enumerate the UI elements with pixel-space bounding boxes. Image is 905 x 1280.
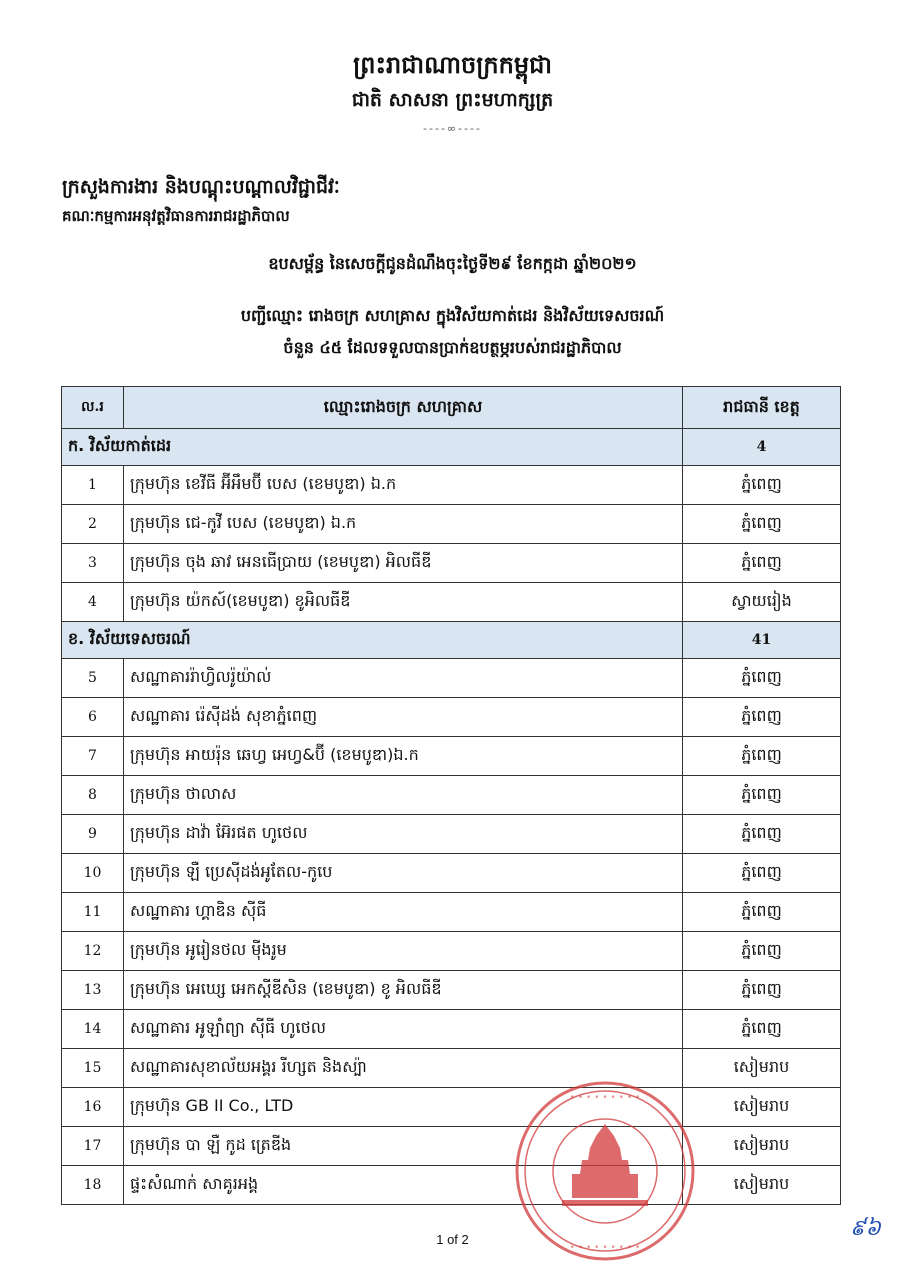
- table-header-row: [62, 387, 841, 429]
- enterprise-name: ក្រុមហ៊ុន យ៉កស៍(ខេមបូឌា) ខូអិលធីឌី: [124, 583, 683, 622]
- committee-name: គណៈកម្មការអនុវត្តវិធានការរាជរដ្ឋាភិបាល: [62, 207, 290, 225]
- province: ភ្នំពេញ: [683, 893, 841, 932]
- category-count: 41: [683, 622, 841, 659]
- category-row: [62, 429, 841, 466]
- header-province: រាជធានី ខេត្ត: [683, 387, 841, 429]
- table-row: [62, 737, 841, 776]
- enterprise-name: ក្រុមហ៊ុន ជេ-កូវី បេស (ខេមបូឌា) ឯ.ក: [124, 505, 683, 544]
- province: សៀមរាប: [683, 1049, 841, 1088]
- row-number: 6: [62, 698, 124, 737]
- header-no: ល.រ: [62, 387, 124, 429]
- svg-text:• • • • • • • • •: • • • • • • • • •: [569, 1243, 641, 1253]
- enterprise-name: ក្រុមហ៊ុន ដាវ៉ា អ៊ែរផត ហូថេល: [124, 815, 683, 854]
- enterprise-name: ក្រុមហ៊ុន អេឃ្សេ អេកស្តីឌីសិន (ខេមបូឌា) ខូ អិលធីឌី: [124, 971, 683, 1010]
- table-row: [62, 776, 841, 815]
- enterprise-table: [61, 386, 841, 1205]
- enterprise-name: ក្រុមហ៊ុន បា ឡឺ កូដ ត្រេឌីង: [124, 1127, 683, 1166]
- enterprise-name: ក្រុមហ៊ុន ថាលាស: [124, 776, 683, 815]
- row-number: 7: [62, 737, 124, 776]
- table-row: [62, 932, 841, 971]
- province: ភ្នំពេញ: [683, 776, 841, 815]
- row-number: 5: [62, 659, 124, 698]
- enterprise-name: សណ្ឋាគាររ៉ាហ្វិលរ៉ូយ៉ាល់: [124, 659, 683, 698]
- row-number: 14: [62, 1010, 124, 1049]
- table-row: [62, 505, 841, 544]
- province: ភ្នំពេញ: [683, 854, 841, 893]
- list-title-line-2: ចំនួន ៤៥ ដែលទទួលបានប្រាក់ឧបត្ថម្ភរបស់រាជរដ្ឋាភិបាល: [283, 338, 622, 357]
- enterprise-name: សណ្ឋាគារសុខាល័យអង្គរ រីហ្សត និងស្ប៉ា: [124, 1049, 683, 1088]
- province: ភ្នំពេញ: [683, 698, 841, 737]
- province: សៀមរាប: [683, 1166, 841, 1205]
- row-number: 13: [62, 971, 124, 1010]
- province: ភ្នំពេញ: [683, 1010, 841, 1049]
- province: សៀមរាប: [683, 1127, 841, 1166]
- category-count: 4: [683, 429, 841, 466]
- list-title-line-1: បញ្ជីឈ្មោះ រោងចក្រ សហគ្រាស ក្នុងវិស័យកាត់ដេរ និងវិស័យទេសចរណ៍: [240, 306, 665, 325]
- table-row: [62, 1010, 841, 1049]
- ministry-name: ក្រសួងការងារ និងបណ្តុះបណ្តាលវិជ្ជាជីវៈ: [62, 176, 340, 198]
- table-row: [62, 659, 841, 698]
- kingdom-title: ព្រះរាជាណាចក្រកម្ពុជា: [353, 51, 552, 79]
- table-row: [62, 1088, 841, 1127]
- row-number: 10: [62, 854, 124, 893]
- province: ស្វាយរៀង: [683, 583, 841, 622]
- table-row: [62, 854, 841, 893]
- category-label: ក. វិស័យកាត់ដេរ: [62, 429, 683, 466]
- row-number: 2: [62, 505, 124, 544]
- category-row: [62, 622, 841, 659]
- enterprise-name: ក្រុមហ៊ុន ចុង ឆាវ អេនធើប្រាយ (ខេមបូឌា) អិលធីឌី: [124, 544, 683, 583]
- enterprise-name: សណ្ឋាគារ អូឡាំព្យា ស៊ីធី ហូថេល: [124, 1010, 683, 1049]
- table-row: [62, 893, 841, 932]
- row-number: 16: [62, 1088, 124, 1127]
- table-row: [62, 698, 841, 737]
- row-number: 17: [62, 1127, 124, 1166]
- ornament-divider: ----∞----: [423, 122, 482, 135]
- enterprise-name: ក្រុមហ៊ុន ឡឺ ប្រេស៊ីដង់អូតែល-កូបេ: [124, 854, 683, 893]
- row-number: 3: [62, 544, 124, 583]
- table-row: [62, 1166, 841, 1205]
- table-row: [62, 466, 841, 505]
- enterprise-name: ក្រុមហ៊ុន អាយរ៉ុន ឆេហ្វ អេហ្វ&ប៊ី (ខេមបូឌា)ឯ.ក: [124, 737, 683, 776]
- province: ភ្នំពេញ: [683, 971, 841, 1010]
- province: ភ្នំពេញ: [683, 505, 841, 544]
- enterprise-name: ផ្ទះសំណាក់ សាគូរអង្គ: [124, 1166, 683, 1205]
- province: ភ្នំពេញ: [683, 544, 841, 583]
- handwritten-mark: ៩៦: [849, 1216, 881, 1241]
- row-number: 15: [62, 1049, 124, 1088]
- category-label: ខ. វិស័យទេសចរណ៍: [62, 622, 683, 659]
- enterprise-name: ក្រុមហ៊ុន ខេវីធី អ៊ីអឹមប៊ី បេស (ខេមបូឌា) ឯ.ក: [124, 466, 683, 505]
- row-number: 1: [62, 466, 124, 505]
- enterprise-name: សណ្ឋាគារ រ៉េស៊ីដង់ សុខាភ្នំពេញ: [124, 698, 683, 737]
- svg-text:• • • • • • • • •: • • • • • • • • •: [569, 1093, 641, 1103]
- table-row: [62, 971, 841, 1010]
- table-row: [62, 583, 841, 622]
- row-number: 8: [62, 776, 124, 815]
- row-number: 11: [62, 893, 124, 932]
- header-name: ឈ្មោះរោងចក្រ សហគ្រាស: [124, 387, 683, 429]
- table-row: [62, 544, 841, 583]
- province: សៀមរាប: [683, 1088, 841, 1127]
- table-row: [62, 1127, 841, 1166]
- row-number: 4: [62, 583, 124, 622]
- enterprise-name: ក្រុមហ៊ុន GB II Co., LTD: [124, 1088, 683, 1127]
- annex-title: ឧបសម្ព័ន្ធ នៃសេចក្តីជូនដំណឹងចុះថ្ងៃទី២៩ ខែកក្កដា ឆ្នាំ២០២១: [268, 254, 637, 273]
- table-row: [62, 1049, 841, 1088]
- province: ភ្នំពេញ: [683, 932, 841, 971]
- enterprise-name: សណ្ឋាគារ ហ្គាឌិន ស៊ីធី: [124, 893, 683, 932]
- province: ភ្នំពេញ: [683, 815, 841, 854]
- province: ភ្នំពេញ: [683, 466, 841, 505]
- row-number: 12: [62, 932, 124, 971]
- row-number: 9: [62, 815, 124, 854]
- row-number: 18: [62, 1166, 124, 1205]
- enterprise-name: ក្រុមហ៊ុន អូរៀនថល ម៉ីងរូម: [124, 932, 683, 971]
- province: ភ្នំពេញ: [683, 737, 841, 776]
- national-motto: ជាតិ សាសនា ព្រះមហាក្សត្រ: [351, 89, 554, 111]
- page-indicator: 1 of 2: [436, 1232, 469, 1247]
- province: ភ្នំពេញ: [683, 659, 841, 698]
- table-row: [62, 815, 841, 854]
